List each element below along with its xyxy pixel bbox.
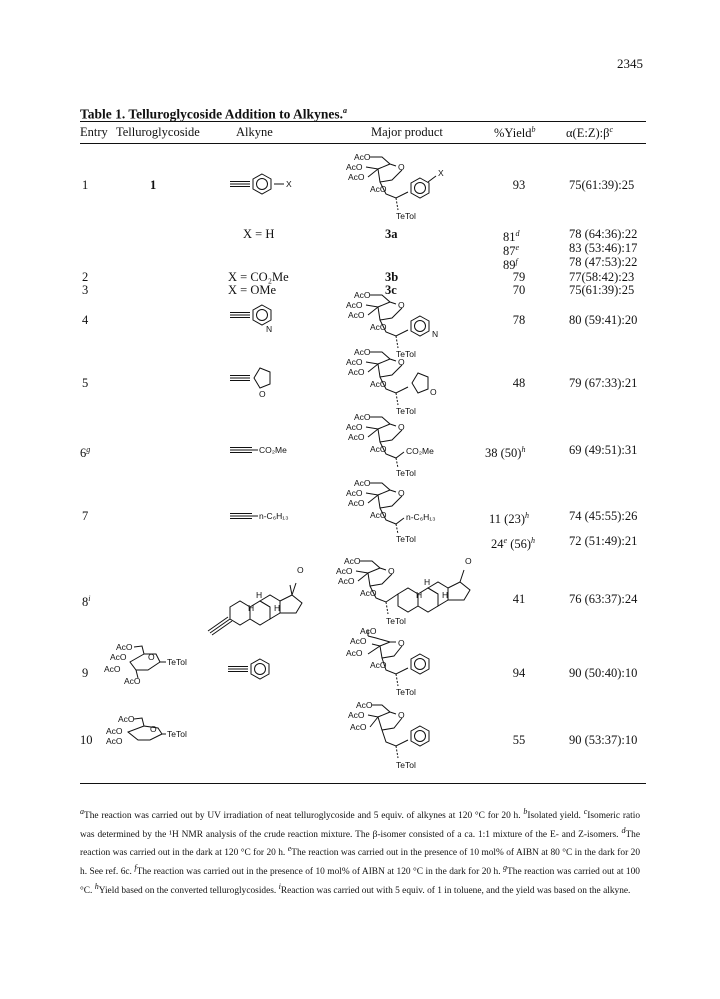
row1-ring-o: O <box>398 162 405 172</box>
row6-entry-value: 6 <box>80 446 87 461</box>
row5-ring-o: O <box>398 357 405 367</box>
row6-alkyne-structure <box>230 442 300 462</box>
row10-telluroglycoside-structure <box>104 712 204 762</box>
row5-aco-2: AcO <box>346 357 363 367</box>
row8-product-h-3: H <box>442 590 449 600</box>
row7b-ratio: 72 (51:49):21 <box>569 534 638 548</box>
row-xh-label: X = H <box>243 227 275 241</box>
row10-product-structure <box>346 700 476 772</box>
row3-x-label: X = OMe <box>228 283 277 297</box>
footnote-i: Reaction was carried out with 5 equiv. of 1 in toluene, and the yield was based on the alkyne. <box>280 885 631 896</box>
row7-alkyne-hexyl: n-C₆H₁₃ <box>259 511 289 521</box>
row8-alkyne-h-3: H <box>274 603 281 613</box>
row8-aco-1: AcO <box>344 556 361 566</box>
row4-ratio: 80 (59:41):20 <box>569 313 638 327</box>
footnote-e-sup: e <box>287 844 292 854</box>
row6-aco-4: AcO <box>370 444 387 454</box>
row5-aco-1: AcO <box>354 347 371 357</box>
row5-entry: 5 <box>82 376 89 390</box>
row8-product-o: O <box>465 556 472 566</box>
header-major-product: Major product <box>371 125 443 139</box>
row6-yield-sup: h <box>521 445 526 454</box>
row5-ratio: 79 (67:33):21 <box>569 376 638 390</box>
footnote-e: The reaction was carried out in the presence of 10 mol% of AIBN at 80 °C in the dark for 20 h. See ref. 6c. <box>80 848 641 877</box>
row9-aco-3: AcO <box>346 648 363 658</box>
row9-alkyne-structure <box>228 655 298 685</box>
header-ratio-text: α(E:Z):β <box>566 126 610 141</box>
row1-ratio: 75(61:39):25 <box>569 178 635 192</box>
footnote-a-sup: a <box>80 807 84 816</box>
row3-ratio: 75(61:39):25 <box>569 283 635 297</box>
row4-ring-o: O <box>398 300 405 310</box>
row1-product-structure <box>346 152 476 222</box>
row10-tetol: TeTol <box>396 760 416 770</box>
row8-yield: 41 <box>512 592 526 606</box>
row7b-yield <box>491 534 535 551</box>
row4-yield: 78 <box>512 313 526 327</box>
row9-tg-aco-2: AcO <box>110 652 127 662</box>
row8-alkyne-o: O <box>297 565 304 575</box>
row9-entry: 9 <box>82 666 89 680</box>
row1-telluroglycoside: 1 <box>150 178 157 192</box>
row4-aco-2: AcO <box>346 300 363 310</box>
row4-alkyne-n: N <box>266 324 273 334</box>
row8-entry-value: 8 <box>82 595 89 610</box>
row9-aco-2: AcO <box>350 636 367 646</box>
row9-aco-4: AcO <box>370 660 387 670</box>
row6-product-co2me: CO₂Me <box>406 446 434 456</box>
row-f-yield-sup: f <box>515 257 518 266</box>
row7-aco-1: AcO <box>354 478 371 488</box>
row10-tg-o: O <box>150 724 157 734</box>
row8-product-structure <box>336 550 506 630</box>
row8-tetol: TeTol <box>386 616 406 626</box>
table-title-sup: a <box>342 106 347 115</box>
row7-alkyne-structure <box>230 508 300 528</box>
row7-product-hexyl: n-C₆H₁₃ <box>406 512 436 522</box>
table-top-rule <box>80 121 646 122</box>
row2-product-id: 3b <box>385 270 399 284</box>
row6-entry <box>80 443 90 460</box>
footnote-b: Isolated yield. <box>527 811 581 822</box>
row1-aco-4: AcO <box>370 184 387 194</box>
row10-yield: 55 <box>512 733 526 747</box>
footnote-d: The reaction was carried out in the dark at 120 °C for 20 h. <box>80 829 641 859</box>
row7-ring-o: O <box>398 488 405 498</box>
header-telluroglycoside: Telluroglycoside <box>116 125 200 139</box>
row3-product-id: 3c <box>385 283 397 297</box>
row3-entry: 3 <box>82 283 89 297</box>
row10-tg-aco-1: AcO <box>118 714 135 724</box>
row7-ratio: 74 (45:55):26 <box>569 509 638 523</box>
footnote-h: Yield based on the converted telluroglycosides. <box>98 885 277 896</box>
row3-yield: 70 <box>512 283 526 297</box>
footnote-c-sup: c <box>583 807 588 816</box>
row8-alkyne-h-2: H <box>248 603 255 613</box>
row2-entry: 2 <box>82 270 89 284</box>
row-e-yield-sup: e <box>515 243 520 252</box>
row9-product-structure <box>346 626 476 698</box>
table-bottom-rule <box>80 783 646 784</box>
row8-entry <box>82 592 90 609</box>
footnote-a: The reaction was carried out by UV irradiation of neat telluroglycoside and 5 equiv. of alkynes at 120 °C for 20 h. <box>84 811 521 822</box>
row5-product-structure <box>346 347 476 417</box>
row9-ratio: 90 (50:40):10 <box>569 666 638 680</box>
row2-yield: 79 <box>512 270 526 284</box>
footnote-i-sup: i <box>278 881 281 891</box>
row4-aco-1: AcO <box>354 290 371 300</box>
footnote-g: The reaction was carried out at 100 °C. <box>80 867 640 896</box>
row8-alkyne-h-1: H <box>256 590 263 600</box>
row8-product-h-1: H <box>424 577 431 587</box>
row7-aco-3: AcO <box>348 498 365 508</box>
footnote-f-sup: f <box>134 862 137 872</box>
row1-aco-3: AcO <box>348 172 365 182</box>
row9-tg-tetol: TeTol <box>167 657 187 667</box>
row4-entry: 4 <box>82 313 89 327</box>
footnote-d-sup: d <box>621 825 626 835</box>
row9-ring-o: O <box>398 638 405 648</box>
header-yield <box>494 125 536 141</box>
footnote-c: Isomeric ratio was determined by the ¹H NMR analysis of the crude reaction mixture. The β-isomer consisted of a ca. 1:1 mixture of the E- and Z-isomers. <box>80 811 641 840</box>
row7-yield <box>489 509 529 526</box>
row1-entry: 1 <box>82 178 89 192</box>
row7b-yield-value: 24 <box>491 537 504 552</box>
row7b-yield-sup: e <box>503 536 508 545</box>
header-alkyne: Alkyne <box>236 125 273 139</box>
row-d-yield-value: 81 <box>503 230 516 245</box>
row10-aco-1: AcO <box>356 700 373 710</box>
row5-tetol: TeTol <box>396 406 416 416</box>
row7-product-structure <box>346 478 476 548</box>
row7-yield-value: 11 (23) <box>489 512 525 527</box>
row10-tg-tetol: TeTol <box>167 729 187 739</box>
row1-aco-1: AcO <box>354 152 371 162</box>
row5-aco-3: AcO <box>348 367 365 377</box>
row5-alkyne-o: O <box>259 389 266 399</box>
row-d-ratio: 78 (64:36):22 <box>569 227 638 241</box>
row1-aco-2: AcO <box>346 162 363 172</box>
row-f-yield-value: 89 <box>503 258 516 273</box>
row7-yield-sup: h <box>525 511 529 520</box>
row5-product-o: O <box>430 387 437 397</box>
row6-aco-1: AcO <box>354 412 371 422</box>
row10-entry: 10 <box>80 733 93 747</box>
row6-aco-2: AcO <box>346 422 363 432</box>
row-e-yield-value: 87 <box>503 244 516 259</box>
row10-ring-o: O <box>398 710 405 720</box>
row8-ring-o: O <box>388 566 395 576</box>
row1-yield: 93 <box>512 178 526 192</box>
row5-aco-4: AcO <box>370 379 387 389</box>
row1-tetol: TeTol <box>396 211 416 221</box>
row4-tetol: TeTol <box>396 349 416 359</box>
header-yield-sup: b <box>531 125 536 134</box>
row7-entry: 7 <box>82 509 89 523</box>
header-yield-text: %Yield <box>494 126 532 141</box>
row9-tg-aco-1: AcO <box>116 642 133 652</box>
row6-product-structure <box>346 412 476 482</box>
row-e-ratio: 83 (53:46):17 <box>569 241 638 255</box>
row9-yield: 94 <box>512 666 526 680</box>
footnote-g-sup: g <box>503 862 508 872</box>
row6-alkyne-co2me: CO₂Me <box>259 445 287 455</box>
row10-ratio: 90 (53:37):10 <box>569 733 638 747</box>
row5-alkyne-structure <box>230 364 300 404</box>
row10-tg-aco-3: AcO <box>106 736 123 746</box>
row2-ratio: 77(58:42):23 <box>569 270 635 284</box>
footnote-h-sup: h <box>94 881 99 891</box>
footnote-b-sup: b <box>523 807 528 816</box>
row7-tetol: TeTol <box>396 534 416 544</box>
row-d-yield-sup: d <box>515 229 520 238</box>
row6-ring-o: O <box>398 422 405 432</box>
footnote-paragraph <box>80 805 640 898</box>
table-title-text: Table 1. Telluroglycoside Addition to Alkynes. <box>80 106 343 122</box>
row6-tetol: TeTol <box>396 468 416 478</box>
header-entry: Entry <box>80 125 108 139</box>
row6-ratio: 69 (49:51):31 <box>569 443 638 457</box>
row7b-yield2-sup: h <box>531 536 536 545</box>
row8-entry-sup: i <box>88 594 91 603</box>
row10-tg-aco-2: AcO <box>106 726 123 736</box>
row1-product-x: X <box>438 168 444 178</box>
row8-aco-3: AcO <box>338 576 355 586</box>
row1-product-id: 3a <box>385 227 398 241</box>
row4-aco-3: AcO <box>348 310 365 320</box>
row6-yield-value: 38 (50) <box>485 446 522 461</box>
row8-alkyne-structure <box>200 555 320 635</box>
row9-tg-aco-3: AcO <box>104 664 121 674</box>
row8-ratio: 76 (63:37):24 <box>569 592 638 606</box>
page-number: 2345 <box>617 56 643 71</box>
row8-aco-4: AcO <box>360 588 377 598</box>
row2-x-label: X = CO₂Me <box>228 270 289 284</box>
row4-product-n: N <box>432 329 439 339</box>
header-ratio <box>566 125 613 141</box>
row-f-ratio: 78 (47:53):22 <box>569 255 638 269</box>
row6-entry-sup: g <box>86 445 91 454</box>
table-footnotes <box>80 805 640 898</box>
header-ratio-sup: c <box>609 125 614 134</box>
row4-aco-4: AcO <box>370 322 387 332</box>
row6-aco-3: AcO <box>348 432 365 442</box>
row5-yield: 48 <box>512 376 526 390</box>
row9-telluroglycoside-structure <box>104 640 204 700</box>
row9-tg-o: O <box>148 652 155 662</box>
table-header-rule <box>80 143 646 144</box>
row8-aco-2: AcO <box>336 566 353 576</box>
row10-aco-3: AcO <box>350 722 367 732</box>
row9-tetol: TeTol <box>396 687 416 697</box>
row10-aco-2: AcO <box>348 710 365 720</box>
row9-aco-1: AcO <box>360 626 377 636</box>
footnote-f: The reaction was carried out in the presence of 10 mol% of AIBN at 120 °C in the dark for 20 h. <box>136 867 501 877</box>
row7-aco-2: AcO <box>346 488 363 498</box>
row1-alkyne-x-label: X <box>286 179 292 189</box>
row7b-yield2-value: (56) <box>507 537 532 552</box>
row1-alkyne-structure <box>230 172 310 196</box>
row6-yield <box>485 443 525 460</box>
row7-aco-4: AcO <box>370 510 387 520</box>
row8-product-h-2: H <box>416 590 423 600</box>
row4-alkyne-structure <box>230 300 300 340</box>
row9-tg-aco-4: AcO <box>124 676 141 686</box>
